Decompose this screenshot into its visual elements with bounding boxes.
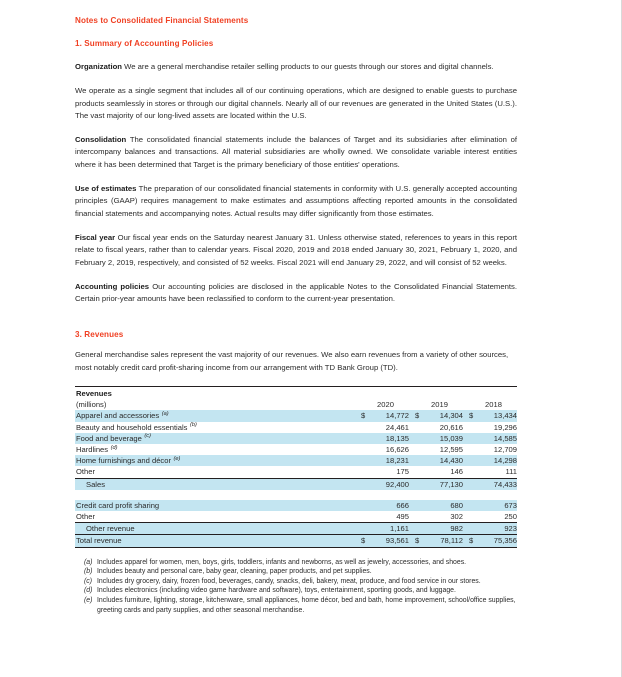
table-cell-currency (355, 523, 366, 535)
table-row (75, 478, 517, 490)
paragraph-revenues-intro (75, 349, 517, 374)
table-row-label: Other revenue (75, 523, 355, 535)
table-cell-currency (355, 444, 366, 455)
paragraph-text: We are a general merchandise retailer selling products to our guests through our stores and digital channels. (124, 62, 494, 71)
section-body-accounting-policies (75, 61, 517, 305)
footnote-item (75, 558, 517, 568)
spacer-cell (463, 387, 474, 400)
table-row-label: Sales (75, 478, 355, 490)
paragraph-fiscal-year (75, 232, 517, 269)
table-header-units-row (75, 399, 517, 410)
table-cell-value: 495 (396, 512, 409, 522)
table-cell-currency (463, 422, 474, 433)
footnote-item (75, 586, 517, 596)
table-cell-value: 78,112 (420, 535, 463, 547)
table-cell-value: 13,434 (474, 410, 517, 421)
spacer-cell (463, 399, 474, 410)
footnote-text: Includes dry grocery, dairy, frozen food, beverages, candy, snacks, deli, bakery, meat, produce, and food service in our stores. (97, 577, 481, 585)
column-header-2020: 2020 (377, 400, 394, 410)
table-cell-currency (355, 478, 366, 490)
spacer-cell (409, 399, 420, 410)
table-row-label: Food and beverage $^{(c)}$ (75, 433, 355, 444)
table-cell-currency (463, 478, 474, 490)
table-cell-value: 146 (450, 467, 463, 477)
table-cell-value: 14,585 (474, 433, 517, 444)
table-cell-currency (355, 455, 366, 466)
table-row (75, 535, 517, 547)
paragraph-consolidation (75, 134, 517, 171)
table-cell-value: 982 (420, 523, 463, 535)
table-cell-value: 14,430 (420, 455, 463, 466)
paragraph-lead-term: Organization (75, 62, 122, 71)
table-cell-currency (409, 478, 420, 490)
table-cell-currency (355, 466, 366, 478)
table-cell-value: 20,616 (439, 422, 463, 432)
table-row (75, 433, 517, 444)
table-cell-currency (409, 523, 420, 535)
table-row-label: Apparel and accessories $^{(a)}$ (75, 410, 355, 421)
paragraph-text: The consolidated financial statements include the balances of Target and its subsidiaries after elimination of intercompany balances and transactions. All material subsidiaries are wholly owned. We consolidate variable interest entities where it has been determined that Target is the primary beneficiary of those entities' operations. (75, 135, 518, 169)
column-header-2019: 2019 (431, 400, 448, 410)
table-cell-value: 666 (366, 500, 409, 511)
footnote-item (75, 577, 517, 587)
table-cell-currency (409, 422, 420, 433)
paragraph-single-segment (75, 85, 517, 122)
paragraph-lead-term: Accounting policies (75, 281, 150, 291)
table-row (75, 466, 517, 478)
revenues-table-container (75, 386, 517, 548)
table-cell-value: 18,135 (366, 433, 409, 444)
table-cell-value: 18,231 (366, 455, 409, 466)
table-cell-currency (463, 511, 474, 523)
table-row-label: Hardlines $^{(d)}$ (76, 444, 118, 455)
footnote-text: Includes furniture, lighting, storage, kitchenware, small appliances, home décor, bed and bath, home improvement, school/office supplies, greeting cards and party supplies, and other seasonal merchandise. (97, 597, 516, 614)
paragraph-text: Our fiscal year ends on the Saturday nearest January 31. Unless otherwise stated, references to years in this report relate to fiscal years, rather than to calendar years. Fiscal 2020, 2019 and 2018 ended January 30, 2021, February 1, 2020, and February 2, 2019, respectively, and consisted of 52 weeks. Fiscal 2021 will end January 29, 2022, and will consist of 52 weeks. (75, 232, 518, 267)
table-cell-currency (463, 500, 474, 511)
spacer-cell (474, 387, 517, 400)
paragraph-use-of-estimates (75, 183, 517, 220)
table-cell-value: 302 (450, 512, 463, 522)
footnote-marker: (e) (171, 455, 181, 462)
footnote-marker: (d) (84, 587, 93, 595)
table-cell-currency (463, 466, 474, 478)
footnote-text: Includes electronics (including video game hardware and software), toys, entertainment, sporting goods, and luggage. (97, 587, 456, 595)
section-heading-accounting-policies: 1. Summary of Accounting Policies (75, 39, 214, 48)
table-cell-value: 680 (420, 500, 463, 511)
table-row-label: Home furnishings and décor $^{(e)}$ (75, 455, 355, 466)
table-row-label: Credit card profit sharing (75, 500, 355, 511)
table-cell-value: 12,595 (439, 445, 463, 455)
footnote-text: Includes apparel for women, men, boys, girls, toddlers, infants and newborns, as well as jewelry, accessories, and shoes. (97, 558, 467, 566)
spacer-cell (420, 387, 463, 400)
footnote-marker: (c) (84, 577, 93, 585)
footnote-marker: (b) (188, 422, 197, 429)
table-cell-value: 93,561 (366, 535, 409, 547)
table-cell-currency: $ (409, 535, 420, 547)
paragraph-text: The preparation of our consolidated financial statements in conformity with U.S. generally accepted accounting principles (GAAP) requires management to make estimates and assumptions affecting reported amounts in the consolidated financial statements and accompanying notes. Actual results may differ significantly from those estimates. (75, 184, 518, 218)
table-cell-value: 175 (396, 467, 409, 477)
table-cell-value: 16,626 (385, 445, 409, 455)
table-cell-value: 75,356 (474, 535, 517, 547)
table-row (75, 455, 517, 466)
table-cell-currency (463, 444, 474, 455)
paragraph-text: We operate as a single segment that includes all of our continuing operations, which are designed to enable guests to purchase products seamlessly in stores or through our digital channels. Nearly all of our revenues are generated in the United States (U.S.). The vast majority of our long-lived assets are located within the U.S. (75, 86, 517, 120)
table-cell-value: 14,304 (420, 410, 463, 421)
section-heading-revenues: 3. Revenues (75, 330, 124, 340)
footnote-text: Includes beauty and personal care, baby gear, cleaning, paper products, and pet supplies. (97, 568, 372, 576)
spacer-cell (355, 399, 366, 410)
revenues-table-body (75, 387, 517, 548)
table-cell-currency (409, 444, 420, 455)
paragraph-lead-term: Consolidation (75, 135, 127, 145)
table-cell-currency: $ (463, 410, 474, 421)
table-row (75, 422, 517, 433)
table-cell-value: 14,772 (366, 410, 409, 421)
spacer-cell (366, 387, 409, 400)
table-cell-currency (409, 466, 420, 478)
table-row-label: Total revenue (75, 535, 355, 547)
table-cell-value: 12,709 (493, 445, 517, 455)
table-cell-value: 111 (505, 467, 517, 477)
footnote-marker: (b) (84, 568, 93, 576)
paragraph-text: Our accounting policies are disclosed in the applicable Notes to the Consolidated Financial Statements. Certain prior-year amounts have been reclassified to conform to the current-year presentation. (75, 281, 517, 304)
table-cell-currency: $ (355, 410, 366, 421)
paragraph-accounting-policies (75, 281, 517, 306)
table-row (75, 511, 517, 523)
paragraph-lead-term: Fiscal year (75, 232, 116, 242)
footnote-marker: (e) (84, 597, 93, 605)
column-header-2018: 2018 (485, 400, 502, 410)
table-units-cell: (millions) (76, 400, 107, 410)
table-cell-currency (355, 422, 366, 433)
revenues-table (75, 386, 517, 548)
table-cell-value: 92,400 (366, 478, 409, 490)
table-title-cell: Revenues (75, 387, 355, 400)
table-cell-currency (409, 455, 420, 466)
table-header-title-row (75, 387, 517, 400)
table-cell-currency (355, 511, 366, 523)
footnote-item (75, 567, 517, 577)
spacer-cell (409, 387, 420, 400)
table-cell-currency (463, 433, 474, 444)
table-row (75, 410, 517, 421)
footnote-marker: (a) (84, 558, 93, 566)
table-cell-value: 24,461 (385, 422, 409, 432)
table-cell-value: 673 (474, 500, 517, 511)
table-row-label: Other (76, 467, 95, 477)
footnote-marker: (d) (109, 444, 118, 451)
paragraph-text: General merchandise sales represent the vast majority of our revenues. We also earn revenues from a variety of other sources, most notably credit card profit-sharing income from our arrangement with TD Bank Group (TD). (75, 350, 509, 372)
table-cell-value: 14,298 (474, 455, 517, 466)
table-cell-currency (409, 500, 420, 511)
table-cell-currency (355, 433, 366, 444)
table-cell-currency (463, 455, 474, 466)
table-cell-currency (409, 511, 420, 523)
table-row-label: Beauty and household essentials $^{(b)}$ (76, 422, 197, 432)
table-cell-value: 15,039 (420, 433, 463, 444)
table-row (75, 500, 517, 511)
table-cell-currency: $ (355, 535, 366, 547)
table-cell-value: 1,161 (366, 523, 409, 535)
footnotes-list (75, 558, 517, 616)
footnote-marker: (a) (160, 410, 169, 417)
table-cell-currency: $ (463, 535, 474, 547)
spacer-cell (75, 490, 517, 500)
table-cell-value: 250 (504, 512, 517, 522)
table-cell-value: 74,433 (474, 478, 517, 490)
footnote-marker: (c) (142, 433, 151, 440)
table-row-label: Other (76, 512, 95, 522)
table-cell-value: 19,296 (493, 422, 517, 432)
table-cell-currency (409, 433, 420, 444)
paragraph-lead-term: Use of estimates (75, 184, 137, 194)
table-cell-currency: $ (409, 410, 420, 421)
table-spacer-row (75, 490, 517, 500)
table-row (75, 523, 517, 535)
spacer-cell (355, 387, 366, 400)
table-cell-currency (355, 500, 366, 511)
paragraph-organization (75, 61, 517, 73)
footnote-item (75, 596, 517, 615)
page-title: Notes to Consolidated Financial Statements (75, 16, 249, 25)
table-cell-value: 77,130 (420, 478, 463, 490)
table-row (75, 444, 517, 455)
table-cell-currency (463, 523, 474, 535)
table-cell-value: 923 (474, 523, 517, 535)
